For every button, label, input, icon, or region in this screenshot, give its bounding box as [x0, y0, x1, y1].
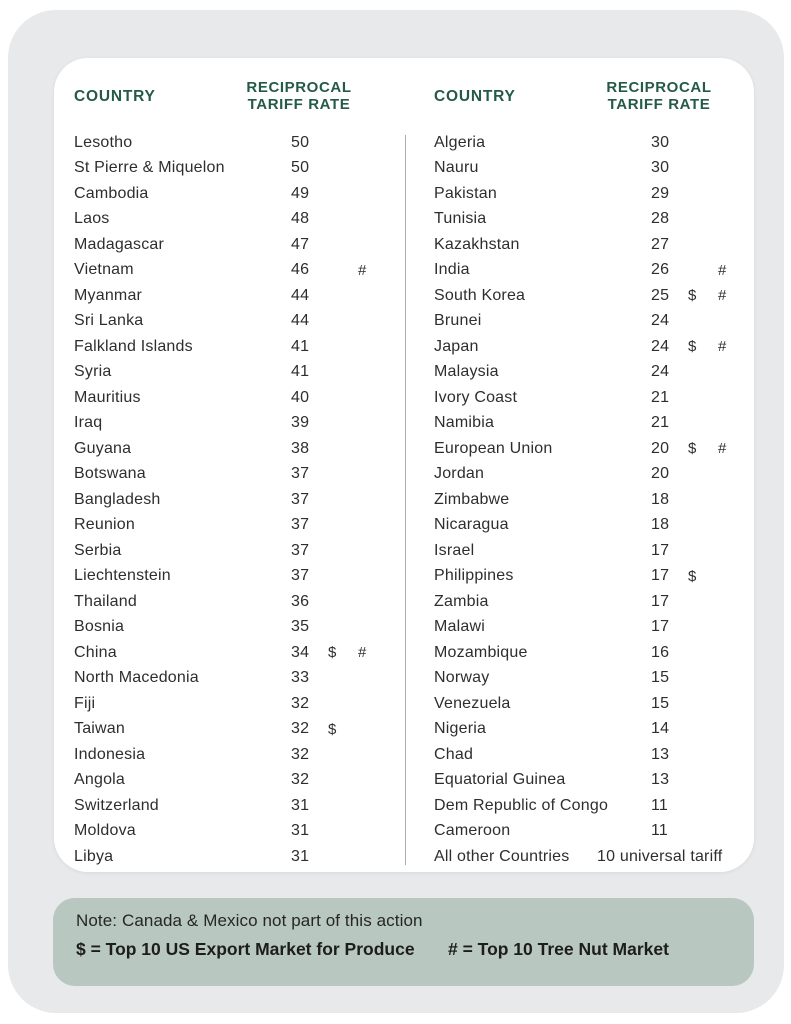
country-column-header: COUNTRY — [434, 88, 516, 105]
table-row — [434, 793, 754, 819]
rate-cell: 34 — [291, 643, 310, 661]
table-row — [74, 564, 394, 590]
rate-cell: 30 — [651, 133, 670, 151]
rate-header-line2: TARIFF RATE — [607, 96, 711, 113]
rate-cell: 13 — [651, 771, 670, 789]
country-cell: Israel — [434, 541, 475, 559]
rate-cell: 37 — [291, 567, 310, 585]
country-cell: European Union — [434, 439, 553, 457]
table-row — [434, 615, 754, 641]
country-cell: Venezuela — [434, 694, 511, 712]
table-row — [74, 232, 394, 258]
country-cell: Switzerland — [74, 796, 159, 814]
country-cell: Cambodia — [74, 184, 149, 202]
rate-cell: 33 — [291, 669, 310, 687]
country-cell: Moldova — [74, 822, 136, 840]
table-row — [74, 538, 394, 564]
rate-cell: 50 — [291, 133, 310, 151]
table-row — [434, 538, 754, 564]
rate-cell: 17 — [651, 618, 670, 636]
country-cell: Namibia — [434, 414, 495, 432]
table-row — [434, 232, 754, 258]
rate-cell: 27 — [651, 235, 670, 253]
rate-cell: 18 — [651, 490, 670, 508]
country-cell: Malawi — [434, 618, 485, 636]
country-cell: Norway — [434, 669, 490, 687]
table-row — [434, 181, 754, 207]
table-row — [434, 309, 754, 335]
country-cell: Dem Republic of Congo — [434, 796, 609, 814]
rate-cell: 47 — [291, 235, 310, 253]
country-cell: Taiwan — [74, 720, 126, 738]
country-cell: Cameroon — [434, 822, 511, 840]
table-row — [434, 334, 754, 360]
rate-cell: 17 — [651, 567, 670, 585]
table-row — [74, 844, 394, 870]
rate-cell: 15 — [651, 694, 670, 712]
table-row — [74, 436, 394, 462]
rate-cell: 37 — [291, 490, 310, 508]
dollar-symbol: $ — [688, 338, 697, 356]
country-cell: Zambia — [434, 592, 489, 610]
table-row — [434, 283, 754, 309]
table-row — [74, 283, 394, 309]
note-box — [53, 898, 754, 986]
hash-symbol: # — [718, 440, 727, 458]
country-cell: Nauru — [434, 159, 479, 177]
table-row — [434, 385, 754, 411]
country-cell: Botswana — [74, 465, 146, 483]
country-cell: Falkland Islands — [74, 337, 193, 355]
rate-cell: 24 — [651, 337, 670, 355]
table-row — [434, 666, 754, 692]
rate-cell: 31 — [291, 796, 310, 814]
table-row — [74, 793, 394, 819]
table-row — [74, 513, 394, 539]
country-cell: Zimbabwe — [434, 490, 510, 508]
table-row — [74, 385, 394, 411]
table-group-left — [74, 78, 394, 870]
country-cell: Indonesia — [74, 745, 146, 763]
table-row — [74, 640, 394, 666]
rate-cell: 29 — [651, 184, 670, 202]
rate-cell: 26 — [651, 261, 670, 279]
rate-cell: 31 — [291, 822, 310, 840]
rate-cell: 11 — [651, 822, 669, 840]
table-row — [434, 819, 754, 845]
country-cell: Reunion — [74, 516, 136, 534]
rate-column-header — [594, 79, 724, 113]
table-row — [434, 768, 754, 794]
rate-cell: 14 — [651, 720, 670, 738]
country-cell: Guyana — [74, 439, 132, 457]
country-cell: Malaysia — [434, 363, 499, 381]
country-cell: Syria — [74, 363, 112, 381]
table-row — [74, 411, 394, 437]
table-row — [74, 819, 394, 845]
country-cell: Madagascar — [74, 235, 165, 253]
table-row — [434, 130, 754, 156]
country-cell: Japan — [434, 337, 479, 355]
rate-cell: 25 — [651, 286, 670, 304]
country-cell: Fiji — [74, 694, 96, 712]
rate-cell: 18 — [651, 516, 670, 534]
table-row — [74, 615, 394, 641]
note-text: Note: Canada & Mexico not part of this action — [76, 911, 423, 930]
rate-cell: 32 — [291, 720, 310, 738]
table-row — [434, 513, 754, 539]
rate-header-line1: RECIPROCAL — [606, 79, 712, 96]
rate-cell: 37 — [291, 541, 310, 559]
table-row — [74, 462, 394, 488]
table-row — [434, 258, 754, 284]
country-cell: All other Countries — [434, 847, 570, 865]
country-cell: Bangladesh — [74, 490, 161, 508]
country-cell: St Pierre & Miquelon — [74, 159, 225, 177]
rate-cell: 20 — [651, 465, 670, 483]
country-cell: Brunei — [434, 312, 482, 330]
table-row — [434, 207, 754, 233]
table-row — [434, 487, 754, 513]
table-row — [434, 640, 754, 666]
table-row — [74, 334, 394, 360]
dollar-symbol: $ — [688, 567, 697, 585]
rate-cell: 21 — [651, 388, 670, 406]
country-cell: Serbia — [74, 541, 122, 559]
rate-cell: 10 universal tariff — [597, 847, 723, 865]
rate-column-header — [234, 79, 364, 113]
country-cell: China — [74, 643, 117, 661]
rate-cell: 32 — [291, 745, 310, 763]
country-cell: North Macedonia — [74, 669, 199, 687]
rate-cell: 15 — [651, 669, 670, 687]
country-cell: South Korea — [434, 286, 526, 304]
gray-panel — [8, 10, 784, 1013]
table-row — [74, 768, 394, 794]
rate-cell: 38 — [291, 439, 310, 457]
dollar-symbol: $ — [328, 720, 337, 738]
country-cell: Mozambique — [434, 643, 528, 661]
rate-cell: 20 — [651, 439, 670, 457]
table-row — [74, 360, 394, 386]
country-cell: Ivory Coast — [434, 388, 518, 406]
rate-header-line1: RECIPROCAL — [246, 79, 352, 96]
table-header-left — [74, 78, 394, 130]
table-row — [74, 691, 394, 717]
table-row — [434, 717, 754, 743]
table-row — [74, 589, 394, 615]
note-legend — [76, 939, 731, 960]
rate-cell: 13 — [651, 745, 670, 763]
country-cell: Tunisia — [434, 210, 487, 228]
country-cell: Chad — [434, 745, 474, 763]
table-row — [434, 411, 754, 437]
table-row — [434, 691, 754, 717]
table-row — [74, 487, 394, 513]
table-row — [74, 309, 394, 335]
rate-cell: 44 — [291, 312, 310, 330]
rate-cell: 35 — [291, 618, 310, 636]
country-cell: Philippines — [434, 567, 514, 585]
table-row — [434, 436, 754, 462]
rate-cell: 16 — [651, 643, 670, 661]
rate-cell: 41 — [291, 363, 310, 381]
rate-cell: 30 — [651, 159, 670, 177]
table-row — [74, 717, 394, 743]
country-cell: Bosnia — [74, 618, 125, 636]
hash-symbol: # — [358, 644, 367, 662]
rate-cell: 31 — [291, 847, 310, 865]
country-cell: Angola — [74, 771, 126, 789]
rate-cell: 28 — [651, 210, 670, 228]
rate-cell: 17 — [651, 541, 670, 559]
rate-cell: 17 — [651, 592, 670, 610]
country-cell: Laos — [74, 210, 110, 228]
table-row — [434, 156, 754, 182]
table-row — [74, 258, 394, 284]
country-cell: Vietnam — [74, 261, 134, 279]
table-row — [74, 181, 394, 207]
hash-symbol: # — [718, 287, 727, 305]
country-cell: Lesotho — [74, 133, 133, 151]
table-row — [434, 564, 754, 590]
table-row — [434, 844, 754, 870]
rate-cell: 49 — [291, 184, 310, 202]
country-cell: Equatorial Guinea — [434, 771, 566, 789]
country-cell: Libya — [74, 847, 114, 865]
rate-cell: 40 — [291, 388, 310, 406]
table-group-right — [434, 78, 754, 870]
rate-cell: 11 — [651, 796, 669, 814]
rate-cell: 46 — [291, 261, 310, 279]
hash-symbol: # — [718, 261, 727, 279]
column-divider — [405, 135, 406, 865]
country-cell: Jordan — [434, 465, 485, 483]
rate-cell: 37 — [291, 516, 310, 534]
hash-legend: # = Top 10 Tree Nut Market — [448, 939, 669, 959]
table-row — [434, 742, 754, 768]
hash-symbol: # — [358, 261, 367, 279]
dollar-legend: $ = Top 10 US Export Market for Produce — [76, 939, 415, 959]
country-cell: Nicaragua — [434, 516, 509, 534]
country-cell: Nigeria — [434, 720, 487, 738]
country-cell: India — [434, 261, 470, 279]
country-cell: Thailand — [74, 592, 137, 610]
dollar-symbol: $ — [688, 287, 697, 305]
rate-cell: 44 — [291, 286, 310, 304]
rate-header-line2: TARIFF RATE — [247, 96, 351, 113]
table-row — [74, 207, 394, 233]
rate-cell: 32 — [291, 771, 310, 789]
country-column-header: COUNTRY — [74, 88, 156, 105]
rate-cell: 21 — [651, 414, 670, 432]
tariff-table-card — [54, 58, 754, 872]
table-row — [434, 589, 754, 615]
rate-cell: 24 — [651, 363, 670, 381]
table-header-right — [434, 78, 754, 130]
country-cell: Sri Lanka — [74, 312, 144, 330]
table-row — [434, 462, 754, 488]
table-row — [74, 666, 394, 692]
country-cell: Mauritius — [74, 388, 141, 406]
rate-cell: 37 — [291, 465, 310, 483]
country-cell: Liechtenstein — [74, 567, 171, 585]
table-row — [434, 360, 754, 386]
country-cell: Algeria — [434, 133, 486, 151]
country-cell: Iraq — [74, 414, 103, 432]
table-row — [74, 742, 394, 768]
rate-cell: 32 — [291, 694, 310, 712]
right-rows — [434, 130, 754, 870]
left-rows — [74, 130, 394, 870]
rate-cell: 36 — [291, 592, 310, 610]
rate-cell: 41 — [291, 337, 310, 355]
country-cell: Kazakhstan — [434, 235, 520, 253]
hash-symbol: # — [718, 338, 727, 356]
dollar-symbol: $ — [328, 644, 337, 662]
rate-cell: 48 — [291, 210, 310, 228]
table-row — [74, 156, 394, 182]
table-row — [74, 130, 394, 156]
country-cell: Myanmar — [74, 286, 143, 304]
country-cell: Pakistan — [434, 184, 497, 202]
rate-cell: 50 — [291, 159, 310, 177]
rate-cell: 39 — [291, 414, 310, 432]
rate-cell: 24 — [651, 312, 670, 330]
dollar-symbol: $ — [688, 440, 697, 458]
